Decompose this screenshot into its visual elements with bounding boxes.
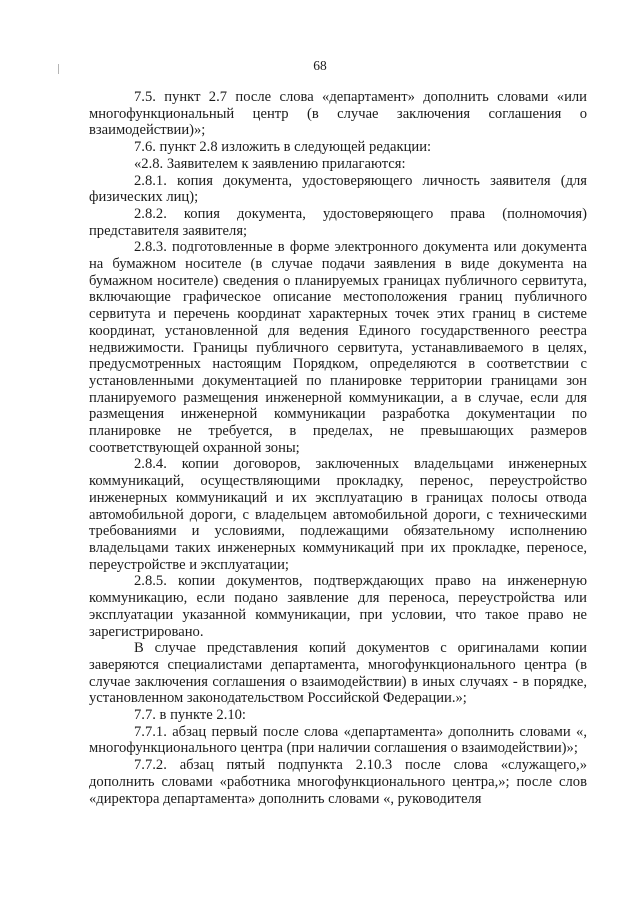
paragraph-7-7-2: 7.7.2. абзац пятый подпункта 2.10.3 после слова «служащего,» дополнить словами «работника многофункционального центра,»; после слов «директора департамента» дополнить словами «, руководителя <box>89 757 587 807</box>
paragraph-copies-certification: В случае представления копий документов с оригиналами копии заверяются специалистами департамента, многофункционального центра (в случае заключения соглашения о взаимодействии) в иных случаях - в порядке, установленном законодательством Российской Федерации.»; <box>89 640 587 707</box>
paragraph-2-8-5: 2.8.5. копии документов, подтверждающих право на инженерную коммуникацию, если подано заявление для переноса, переустройства или эксплуатации указанной коммуникации, при условии, что такое право не зарегистрировано. <box>89 573 587 640</box>
paragraph-2-8-2: 2.8.2. копия документа, удостоверяющего права (полномочия) представителя заявителя; <box>89 205 587 239</box>
paragraph-7-7: 7.7. в пункте 2.10: <box>134 707 246 724</box>
paragraph-2-8-3: 2.8.3. подготовленные в форме электронного документа или документа на бумажном носителе (в случае подачи заявления в виде документа на бумажном носителе) сведения о планируемых границах публичного сервитута, включающие графическое описание местоположения границ публичного сервитута и перечень координат характерных точек этих границ в системе координат, установленной для ведения Единого государственного реестра недвижимости. Границы публичного сервитута, устанавливаемого в целях, предусмотренных настоящим Порядком, определяются в соответствии с установленными документацией по планировке территории границами зон планируемого размещения инженерной коммуникации, а в случае, если для размещения инженерной коммуникации разработка документации по планировке не требуется, в пределах, не превышающих размеров соответствующей охранной зоны; <box>89 239 587 456</box>
document-body <box>89 89 587 807</box>
paragraph-2-8-1: 2.8.1. копия документа, удостоверяющего личность заявителя (для физических лиц); <box>89 172 587 206</box>
paragraph-7-7-1: 7.7.1. абзац первый после слова «департамента» дополнить словами «, многофункционального центра (при наличии соглашения о взаимодействии)»; <box>89 723 587 757</box>
paragraph-7-5: 7.5. пункт 2.7 после слова «департамент» дополнить словами «или многофункциональный центр (в случае заключения соглашения о взаимодействии)»; <box>89 89 587 139</box>
page-number: 68 <box>313 58 327 73</box>
paragraph-2-8-4: 2.8.4. копии договоров, заключенных владельцами инженерных коммуникаций, осуществляющими прокладку, перенос, переустройство инженерных коммуникаций и их эксплуатацию в границах полосы отвода автомобильной дороги, с владельцем автомобильной дороги, с техническими требованиями и условиями, подлежащими обязательному исполнению владельцами таких инженерных коммуникаций при их прокладке, переносе, переустройстве и эксплуатации; <box>89 456 587 573</box>
paragraph-7-6: 7.6. пункт 2.8 изложить в следующей редакции: <box>134 139 432 156</box>
margin-mark <box>58 64 59 74</box>
paragraph-2-8: «2.8. Заявителем к заявлению прилагаются: <box>134 155 406 172</box>
